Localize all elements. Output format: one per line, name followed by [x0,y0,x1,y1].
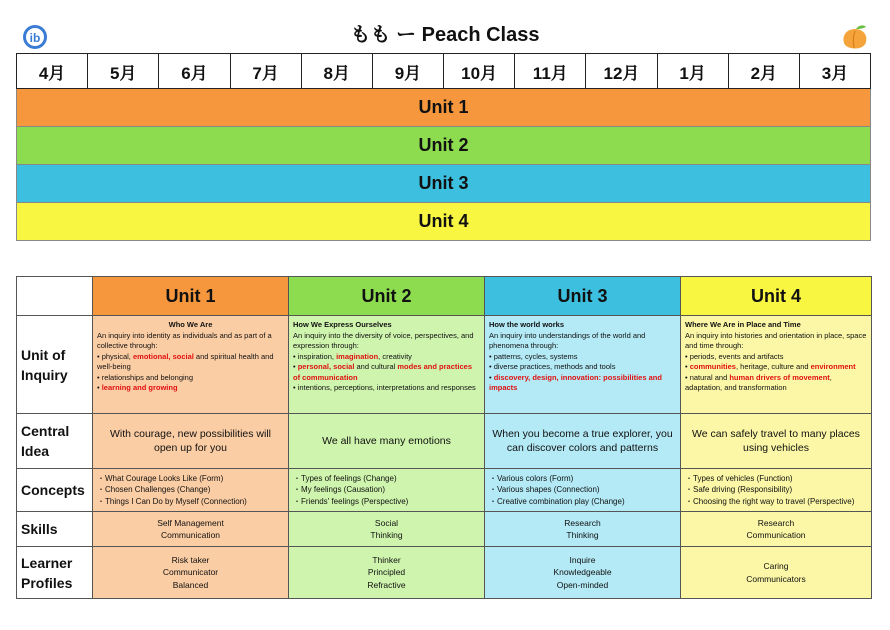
unit-1-bar: Unit 1 [16,89,871,127]
unit-planner-table [16,276,872,599]
unit-4-inquiry: Where We Are in Place and Time An inquiry into histories and orientation in place, space and time through: • periods, events and artifacts • communities, heritage, culture and environment • natural and human drivers of movement, adaptation, and transformation [681,316,872,414]
page-title: もも ー Peach Class [350,24,540,46]
month-cell: 2月 [728,54,799,88]
month-cell: 4月 [38,63,66,83]
row-label-unit-of-inquiry: Unit of Inquiry [17,316,93,414]
unit-2-central-idea: We all have many emotions [289,414,485,469]
row-label-learner-profiles: Learner Profiles [17,547,93,599]
month-cell: 11月 [514,54,585,88]
unit-3-header: Unit 3 [485,277,681,316]
row-label-concepts: Concepts [17,469,93,512]
unit-4-profiles: Caring Communicators [681,547,872,599]
unit-2-header: Unit 2 [289,277,485,316]
unit-3-central-idea: When you become a true explorer, you can discover colors and patterns [485,414,681,469]
month-cell: 10月 [443,54,514,88]
unit-3-bar: Unit 3 [16,165,871,203]
month-cell: 3月 [799,54,870,88]
unit-2-inquiry: How We Express Ourselves An inquiry into the diversity of voice, perspectives, and expression through: • inspiration, imagination, creativity • personal, social and cultural modes and practices of communication • intentions, perceptions, interpretations and responses [289,316,485,414]
unit-4-concepts: ・Types of vehicles (Function) ・Safe driving (Responsibility) ・Choosing the right way to travel (Perspective) [681,469,872,512]
unit-3-skills: Research Thinking [485,512,681,547]
month-cell: 9月 [372,54,443,88]
unit-1-central-idea: With courage, new possibilities will open up for you [93,414,289,469]
unit-1-concepts: ・What Courage Looks Like (Form) ・Chosen Challenges (Change) ・Things I Can Do by Myself (Connection) [93,469,289,512]
month-cell: 12月 [585,54,656,88]
unit-2-concepts: ・Types of feelings (Change) ・My feelings (Causation) ・Friends' feelings (Perspective) [289,469,485,512]
unit-2-profiles: Thinker Principled Refractive [289,547,485,599]
unit-1-header: Unit 1 [93,277,289,316]
unit-1-profiles: Risk taker Communicator Balanced [93,547,289,599]
unit-4-header: Unit 4 [681,277,872,316]
month-cell: 8月 [301,54,372,88]
unit-1-inquiry: Who We Are An inquiry into identity as individuals and as part of a collective through: • physical, emotional, social and spiritual health and well-being • relationships and belonging • learning and growing [93,316,289,414]
unit-2-skills: Social Thinking [289,512,485,547]
unit-4-skills: Research Communication [681,512,872,547]
ib-logo-icon [22,24,48,50]
corner-cell [17,277,93,316]
unit-4-bar: Unit 4 [16,203,871,241]
month-cell: 1月 [657,54,728,88]
unit-1-skills: Self Management Communication [93,512,289,547]
month-cell: 7月 [230,54,301,88]
unit-3-inquiry: How the world works An inquiry into understandings of the world and phenomena through: • patterns, cycles, systems • diverse practices, methods and tools • discovery, design, innovation: possibilities and impacts [485,316,681,414]
unit-3-profiles: Inquire Knowledgeable Open-minded [485,547,681,599]
peach-logo-icon [840,24,870,52]
row-label-skills: Skills [17,512,93,547]
row-label-central-idea: Central Idea [17,414,93,469]
unit-3-concepts: ・Various colors (Form) ・Various shapes (Connection) ・Creative combination play (Change) [485,469,681,512]
month-cell: 6月 [158,54,229,88]
unit-4-central-idea: We can safely travel to many places using vehicles [681,414,872,469]
unit-2-bar: Unit 2 [16,127,871,165]
month-header [16,53,871,89]
month-cell: 5月 [87,54,158,88]
svg-text:ib: ib [29,31,41,45]
